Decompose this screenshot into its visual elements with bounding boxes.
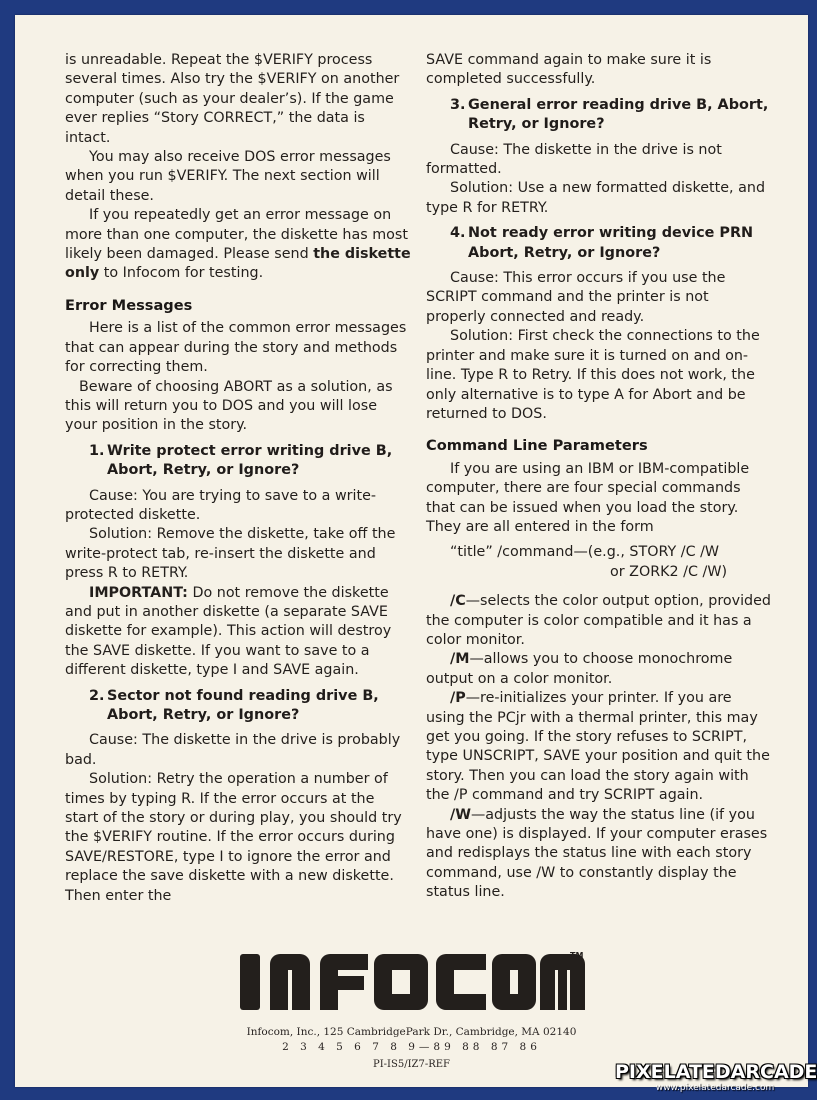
- command-example-line-1: “title” /command—(e.g., STORY /C /W: [450, 544, 720, 561]
- error-message-1: 1. Write protect error writing drive B, Abort, Retry, or Ignore?: [89, 442, 393, 479]
- watermark-brand: PIXELATEDARCADE: [615, 1061, 817, 1083]
- error-3-solution: Solution: Use a new formatted diskette, and type R for RETRY.: [426, 180, 766, 216]
- footer-part-number: PI-IS5/IZ7-REF: [373, 1059, 450, 1070]
- left-column: [65, 51, 411, 906]
- paragraph-damaged-diskette: If you repeatedly get an error message on more than one computer, the diskette has most likely been damaged. Please send the diskette only to Infocom for testing.: [65, 207, 411, 282]
- paragraph-abort-warning: Beware of choosing ABORT as a solution, as this will return you to DOS and you will lose your position in the story.: [65, 378, 393, 434]
- error-3-cause: Cause: The diskette in the drive is not formatted.: [426, 141, 722, 178]
- error-message-4: 4. Not ready error writing device PRN Abort, Retry, or Ignore?: [450, 225, 754, 261]
- error-message-3: 3. General error reading drive B, Abort, Retry, or Ignore?: [450, 96, 769, 133]
- bold-diskette-only: the diskette only: [65, 246, 411, 282]
- infocom-logo: [240, 948, 585, 1016]
- footer-address: Infocom, Inc., 125 CambridgePark Dr., Cambridge, MA 02140: [246, 1026, 577, 1038]
- error-1-cause: Cause: You are trying to save to a write-protected diskette.: [65, 487, 377, 523]
- document-page: [15, 15, 808, 1087]
- error-4-solution: Solution: First check the connections to the printer and make sure it is turned on and on-line. Type R to Retry. If this does not work, the only alternative is to type A for Abort and be returned to DOS.: [426, 328, 760, 422]
- param-m: /M—allows you to choose monochrome output on a color monitor.: [426, 651, 733, 687]
- paragraph-save-continued: SAVE command again to make sure it is completed successfully.: [426, 52, 712, 88]
- paragraph-important: IMPORTANT: Do not remove the diskette and put in another diskette (a separate SAVE diskette for example). This action will destroy the SAVE diskette. If you want to save to a different diskette, type I and SAVE again.: [65, 584, 392, 679]
- paragraph-error-intro: Here is a list of the common error messages that can appear during the story and methods for correcting them.: [65, 320, 407, 376]
- paragraph-params-intro: If you are using an IBM or IBM-compatible computer, there are four special commands that can be issued when you load the story. They are all entered in the form: [426, 460, 750, 535]
- paragraph-verify-continued: is unreadable. Repeat the $VERIFY process several times. Also try the $VERIFY on another computer (such as your dealer’s). If the game ever replies “Story CORRECT,” the data is intact.: [65, 52, 400, 146]
- site-watermark: [615, 1061, 815, 1094]
- param-p: /P—re-initializes your printer. If you are using the PCjr with a thermal printer, this may get you going. If the story refuses to SCRIPT, type UNSCRIPT, SAVE your position and quit the story. Then you can load the story again with the /P command and try SCRIPT again.: [426, 690, 770, 804]
- watermark-url: www.pixelatedarcade.com: [655, 1083, 775, 1093]
- error-1-solution: Solution: Remove the diskette, take off the write-protect tab, re-insert the diskette and press R to RETRY.: [65, 526, 396, 582]
- footer-print-codes: 2 3 4 5 6 7 8 9—89 88 87 86: [282, 1041, 541, 1053]
- paragraph-dos-errors: You may also receive DOS error messages when you run $VERIFY. The next section will detail these.: [65, 149, 391, 204]
- error-2-solution: Solution: Retry the operation a number of times by typing R. If the error occurs at the start of the story or during play, you should try the $VERIFY routine. If the error occurs during SAVE/RESTORE, type I to ignore the error and replace the save diskette with a new diskette. Then enter the: [65, 771, 402, 904]
- param-c: /C—selects the color output option, provided the computer is color compatible and it has a color monitor.: [426, 593, 772, 648]
- command-example: [426, 543, 772, 582]
- important-label: IMPORTANT:: [89, 584, 188, 601]
- command-example-line-2: or ZORK2 /C /W): [610, 563, 728, 580]
- error-message-2: 2. Sector not found reading drive B, Abort, Retry, or Ignore?: [89, 687, 379, 723]
- right-column: [426, 51, 772, 903]
- param-w: /W—adjusts the way the status line (if you have one) is displayed. If your computer erases and redisplays the status line with each story command, use /W to constantly display the status line.: [426, 806, 768, 901]
- error-2-cause: Cause: The diskette in the drive is probably bad.: [65, 732, 401, 768]
- heading-error-messages: Error Messages: [65, 296, 193, 314]
- heading-command-line-parameters: Command Line Parameters: [426, 437, 648, 455]
- trademark-symbol: TM: [570, 951, 584, 960]
- error-4-cause: Cause: This error occurs if you use the SCRIPT command and the printer is not properly connected and ready.: [426, 270, 726, 325]
